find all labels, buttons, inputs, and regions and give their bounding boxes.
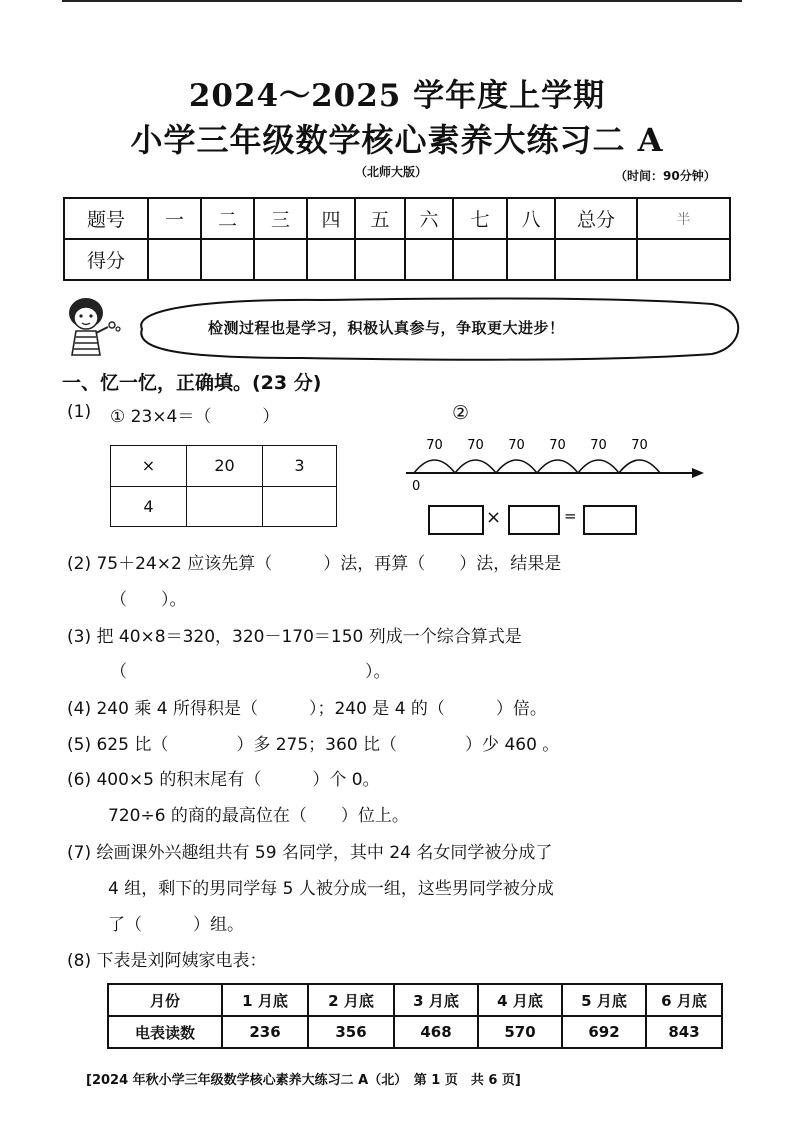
score-table-header-row — [64, 198, 730, 239]
meter-header-cell: 3 月底 — [394, 984, 478, 1016]
jump-arc — [455, 460, 496, 473]
blank-box[interactable] — [508, 505, 560, 535]
score-cell: 一 — [148, 198, 201, 239]
q4-line: (4) 240 乘 4 所得积是（ ）；240 是 4 的（ ）倍。 — [67, 699, 547, 719]
jump-label: 70 — [590, 438, 607, 453]
q1-multiplication-table — [110, 445, 337, 527]
score-table-score-row — [64, 239, 730, 280]
q3-line1: (3) 把 40×8＝320，320－170＝150 列成一个综合算式是 — [67, 627, 522, 647]
score-input-cell[interactable] — [507, 239, 555, 280]
times-sign: × — [486, 507, 502, 528]
number-line-zero: 0 — [412, 479, 421, 492]
q7-line3: 了（ ）组。 — [108, 915, 244, 935]
q2-line2: （ ）。 — [110, 590, 187, 610]
page-title-line1: 2024～2025 学年度上学期 — [188, 78, 606, 114]
score-input-cell[interactable] — [405, 239, 453, 280]
jump-arc — [537, 460, 578, 473]
q1-part2-mark: ② — [452, 402, 470, 424]
meter-header-cell: 1 月底 — [222, 984, 308, 1016]
meter-header-cell: 5 月底 — [562, 984, 646, 1016]
score-input-cell[interactable] — [307, 239, 355, 280]
jump-label: 70 — [549, 438, 566, 453]
meter-value-cell: 电表读数 — [108, 1016, 222, 1048]
score-cell: 五 — [355, 198, 405, 239]
meter-header-cell: 2 月底 — [308, 984, 394, 1016]
mult-header-cell: 20 — [187, 446, 263, 487]
score-input-cell[interactable] — [201, 239, 254, 280]
answer-cell[interactable] — [187, 486, 263, 527]
score-cell: 八 — [507, 198, 555, 239]
meter-value-cell: 570 — [478, 1016, 562, 1048]
meter-value-cell: 356 — [308, 1016, 394, 1048]
jump-label: 70 — [467, 438, 484, 453]
score-cell: 总分 — [555, 198, 637, 239]
q8-line1: (8) 下表是刘阿姨家电表： — [67, 951, 267, 971]
number-line-jumps — [414, 438, 660, 473]
score-cell: 七 — [453, 198, 507, 239]
student-mascot-icon — [62, 293, 122, 361]
page-title-line2: 小学三年级数学核心素养大练习二 A — [130, 121, 664, 159]
meter-value-cell: 843 — [646, 1016, 722, 1048]
meter-value-cell: 236 — [222, 1016, 308, 1048]
jump-label: 70 — [426, 438, 443, 453]
jump-arc — [414, 460, 455, 473]
mult-row-label: 4 — [111, 486, 187, 527]
page-footer: [2024 年秋小学三年级数学核心素养大练习二 A（北） 第 1 页 共 6 页] — [86, 1073, 521, 1088]
score-input-cell[interactable] — [453, 239, 507, 280]
jump-label: 70 — [508, 438, 525, 453]
q6-line1: (6) 400×5 的积末尾有（ ）个 0。 — [67, 770, 380, 790]
meter-value-cell: 468 — [394, 1016, 478, 1048]
blank-box[interactable] — [583, 505, 637, 535]
equals-sign: = — [564, 507, 577, 525]
meter-header-cell: 月份 — [108, 984, 222, 1016]
jump-arc — [578, 460, 619, 473]
answer-cell[interactable] — [263, 486, 337, 527]
score-table — [63, 197, 731, 281]
q7-line2: 4 组，剩下的男同学每 5 人被分成一组，这些男同学被分成 — [108, 879, 554, 899]
score-input-cell[interactable] — [355, 239, 405, 280]
mult-header-cell: 3 — [263, 446, 337, 487]
q3-line2: （ ）。 — [110, 662, 391, 682]
score-input-cell[interactable] — [148, 239, 201, 280]
electric-meter-table — [107, 983, 723, 1049]
score-cell: 四 — [307, 198, 355, 239]
score-cell: 二 — [201, 198, 254, 239]
score-cell: 半 — [637, 198, 730, 239]
score-input-cell[interactable] — [254, 239, 307, 280]
time-label: （时间：90分钟） — [615, 169, 716, 183]
jump-label: 70 — [631, 438, 648, 453]
score-input-cell[interactable] — [555, 239, 637, 280]
score-cell: 六 — [405, 198, 453, 239]
meter-header-cell: 4 月底 — [478, 984, 562, 1016]
edition-label: （北师大版） — [355, 165, 428, 179]
score-cell: 三 — [254, 198, 307, 239]
blank-box[interactable] — [428, 505, 484, 535]
mult-sign-cell: × — [111, 446, 187, 487]
score-row-label: 得分 — [64, 239, 148, 280]
q6-line2: 720÷6 的商的最高位在（ ）位上。 — [108, 806, 409, 826]
score-input-cell[interactable] — [637, 239, 730, 280]
meter-value-cell: 692 — [562, 1016, 646, 1048]
q1-number: (1) — [67, 402, 92, 422]
q7-line1: (7) 绘画课外兴趣组共有 59 名同学，其中 24 名女同学被分成了 — [67, 843, 553, 863]
jump-arc — [619, 460, 660, 473]
meter-value-row — [108, 1016, 722, 1048]
q5-line: (5) 625 比（ ）多 275；360 比（ ）少 460 。 — [67, 735, 560, 755]
meter-header-row — [108, 984, 722, 1016]
q2-line1: (2) 75＋24×2 应该先算（ ）法，再算（ ）法，结果是 — [67, 554, 562, 574]
number-line-diagram — [400, 436, 706, 492]
jump-arc — [496, 460, 537, 473]
section-heading: 一、忆一忆，正确填。(23 分) — [62, 372, 322, 394]
encouragement-text: 检测过程也是学习，积极认真参与，争取更大进步！ — [208, 319, 565, 337]
meter-header-cell: 6 月底 — [646, 984, 722, 1016]
top-rule — [62, 0, 742, 2]
score-cell: 题号 — [64, 198, 148, 239]
q1-part1: ① 23×4＝（ ） — [110, 407, 280, 427]
